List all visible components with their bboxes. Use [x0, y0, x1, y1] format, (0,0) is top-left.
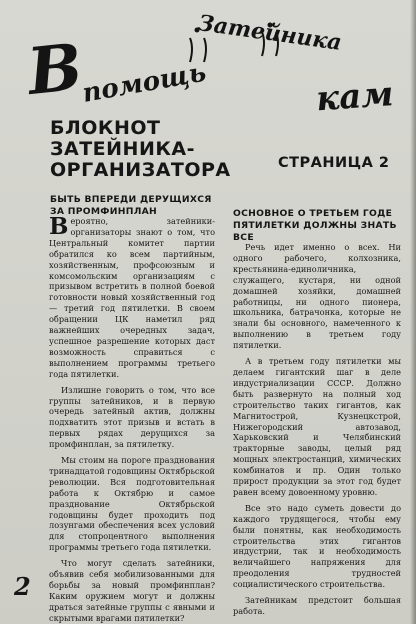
page-label: СТРАНИЦА 2 — [278, 155, 390, 171]
page-number: 2 — [14, 572, 31, 601]
left-paragraph-4: Что могут сделать затейники, объявив себя мобилизованными для борьбы за новый промфинплан? Каким оружием могут и должны драться затейные группы с явными и скрытыми врагами пятилетки? — [49, 558, 215, 623]
left-paragraph-3: Мы стоим на пороге празднования тринадцатой годовщины Октябрьской революции. Вся подготовительная работа к Октябрю и самое празднование Октябрьской годовщины будет проходить под лозунгами обеспечения всех условий для стопроцентного выполнения программы третьего года пятилетки. — [49, 455, 215, 553]
header-word-zateinika: Затейника — [196, 10, 344, 56]
page-title — [50, 118, 260, 181]
right-paragraph-4: Затейникам предстоит большая работа. — [233, 595, 401, 616]
header-letter-v: В — [24, 29, 86, 111]
left-article-body — [49, 213, 215, 624]
header-word-kam: кам — [314, 74, 395, 120]
right-paragraph-3: Все это надо суметь довести до каждого трудящегося, чтобы ему были понятны, как необходимость строительства этих гигантов индустрии, так и необходимость величайшего напряжения для преодоления трудностей социалистического строительства. — [233, 502, 401, 590]
right-paragraph-2: А в третьем году пятилетки мы делаем гигантский шаг в деле индустриализации СССР. Должно быть развернуто на полный ход строительство таких гигантов, как Магнитострой, Кузнецкстрой, Нижегородский автозавод, Харьковский и Челябинский тракторные заводы, целый ряд мощных электростанций, химических комбинатов и пр. Один только прирост продукции за этот год будет равен всему довоенному уровню. — [233, 356, 401, 497]
right-paragraph-1: Речь идет именно о всех. Ни одного рабочего, колхозника, крестьянина-единоличника, служащего, кустаря, ни одной домашней хозяйки, домашней работницы, ни одного пионера, школьника, батрачонка, которые не знали бы основного, намеченного к выполнению в третьем году пятилетки. — [233, 242, 401, 351]
scan-shadow-edge — [410, 0, 416, 624]
title-line-2: ЗАТЕЙНИКА- — [50, 138, 195, 160]
title-line-1: БЛОКНОТ — [50, 117, 161, 139]
dropcap-letter: В — [49, 213, 69, 240]
left-paragraph-1 — [49, 213, 215, 380]
header-word-pomosch: помощь — [80, 57, 209, 109]
title-line-3: ОРГАНИЗАТОРА — [50, 159, 231, 181]
right-article-body — [233, 242, 401, 622]
left-paragraph-1-text: ероятно, затейники-организаторы знают о том, что Центральный комитет партии обратился ко всем партийным, хозяйственным, профсоюзным и комсомольским организациям с призывом встретить в полной боевой готовности новый хозяйственный год — третий год пятилетки. В своем обращении ЦК наметил ряд важнейших очередных задач, успешное разрешение которых даст возможность справиться с выполнением программы третьего года пятилетки. — [49, 216, 215, 379]
left-article-heading: БЫТЬ ВПЕРЕДИ ДЕРУЩИХСЯ ЗА ПРОМФИНПЛАН — [50, 194, 212, 217]
right-article-heading: ОСНОВНОЕ О ТРЕТЬЕМ ГОДЕ ПЯТИЛЕТКИ ДОЛЖНЫ ЗНАТЬ ВСЕ — [233, 208, 397, 243]
header-illustration — [0, 0, 416, 120]
left-paragraph-2: Излишне говорить о том, что все группы затейников, и в первую очередь затейный актив, должны подхватить этот призыв и встать в первых рядах дерущихся за промфинплан, за пятилетку. — [49, 384, 215, 450]
